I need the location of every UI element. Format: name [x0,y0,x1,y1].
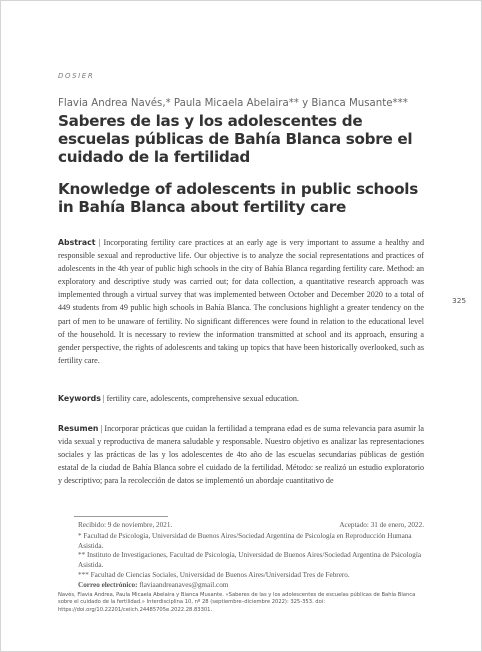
abstract-separator: | [95,238,104,247]
affiliation-1: * Facultad de Psicología, Universidad de Buenos Aires/Sociedad Argentina de Psicología en Reproducción Humana Asistida. [78,532,412,550]
email-address[interactable]: flaviaandreanaves@gmail.com [137,580,229,589]
keywords-separator: | [100,394,107,403]
footnote-divider [74,516,168,517]
abstract-text: Incorporating fertility care practices at an early age is very important to assume a healthy and responsible sexual and reproductive life. Our objective is to analyze the social representations and practices of adolescents in the 4th year of public high schools in the city of Bahía Blanca regarding fertility care. Method: an exploratory and descriptive study was carried out; for data collection, a quantitative research approach was implemented through a virtual survey that was implemented between October and December 2020 to a total of 449 students from 49 public high schools in Bahía Blanca. The conclusions highlight a greater tendency on the part of men to be unaware of fertility. No significant differences were found in relation to the educational level of the household. It is necessary to review the information transmitted at school and its approach, ensuring a gender perspective, the rights of adolescents and taking up topics that have been historically overlooked, such as fertility care. [58,238,424,365]
keywords-text: fertility care, adolescents, comprehensive sexual education. [106,394,299,403]
resumen-paragraph [58,422,424,487]
authors-line: Flavia Andrea Navés,* Paula Micaela Abelaira** y Bianca Musante*** [58,98,408,109]
email-label: Correo electrónico: [78,580,138,589]
abstract-label: Abstract [58,238,96,247]
abstract-paragraph [58,236,424,367]
affiliation-3: *** Facultad de Ciencias Sociales, Universidad de Buenos Aires/Universidad Tres de Febrero. [78,570,350,579]
affiliation-2: ** Instituto de Investigaciones, Facultad de Psicología, Universidad de Buenos Aires/Sociedad Argentina de Psicología Asistida. [78,551,422,570]
resumen-separator: | [98,424,105,433]
resumen-text: Incorporar prácticas que cuidan la fertilidad a temprana edad es de suma relevancia para asumir la vida sexual y reproductiva de manera saludable y responsable. Nuestro objetivo es analizar las representaciones sociales y las prácticas de las y los adolescentes de 4to año de las escuelas secundarias públicas de gestión estatal de la ciudad de Bahía Blanca sobre el cuidado de la fertilidad. Método: se realizó un estudio exploratorio y descriptivo; para la recolección de datos se implementó un abordaje cuantitativo de [58,424,424,486]
keywords-paragraph [58,394,424,403]
date-received: Recibido: 9 de noviembre, 2021. [78,521,173,529]
date-accepted: Aceptado: 31 de enero, 2022. [339,521,424,529]
title-spanish: Saberes de las y los adolescentes de escuelas públicas de Bahía Blanca sobre el cuidado de la fertilidad [58,112,413,166]
resumen-label: Resumen [58,424,99,433]
affiliations-block [78,532,428,590]
title-english: Knowledge of adolescents in public schools in Bahía Blanca about fertility care [58,180,418,216]
keywords-label: Keywords [58,394,101,403]
citation-block: Navés, Flavia Andrea, Paula Micaela Abelaira y Bianca Musante. «Saberes de las y los adolescentes de escuelas públicas de Bahía Blanca sobre el cuidado de la fertilidad.» Interdisciplina 10, nº 28 (septiembre–diciembre 2022): 325-353. doi: https://doi.org/10.22201/ceiich.24485705e.2022.28.83301. [58,592,416,613]
section-label: DOSIER [58,72,95,80]
page-number: 325 [452,296,467,305]
email-line [78,581,428,591]
